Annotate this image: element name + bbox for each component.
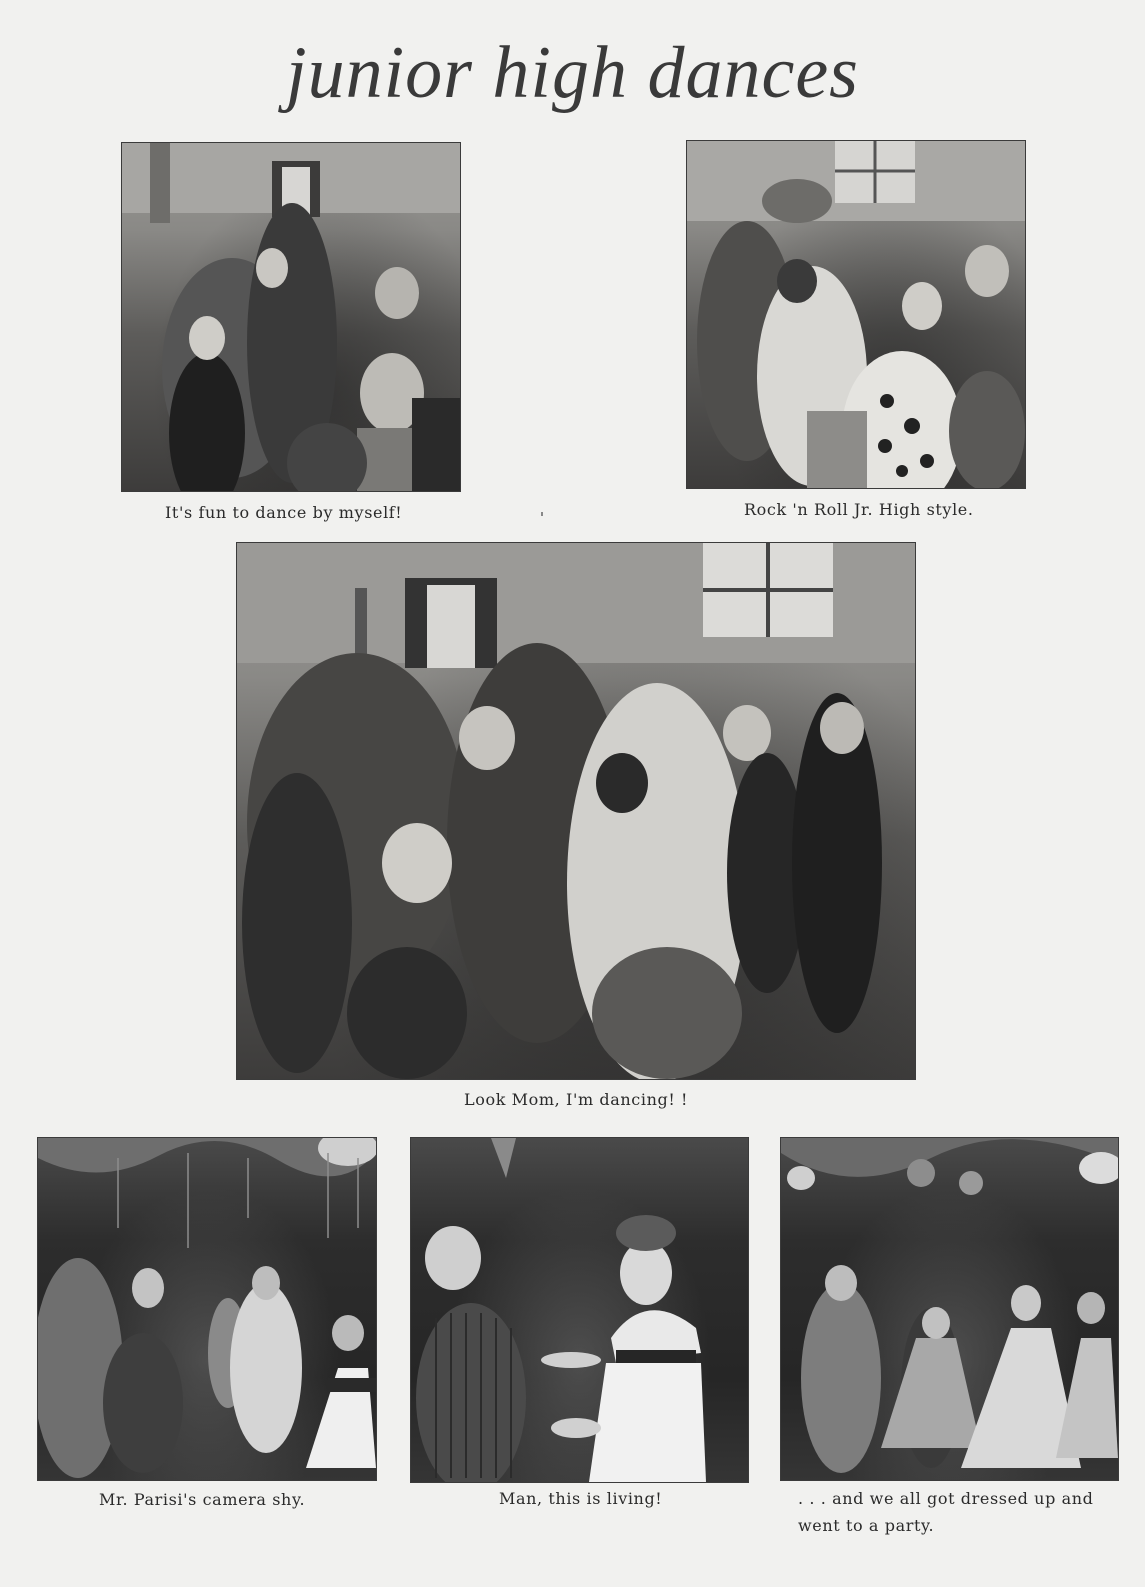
photo-dressed-up-party-image bbox=[781, 1138, 1118, 1480]
photo-look-mom bbox=[236, 542, 916, 1080]
page-speck bbox=[541, 512, 543, 516]
caption-camera-shy: Mr. Parisi's camera shy. bbox=[99, 1490, 306, 1509]
caption-this-is-living: Man, this is living! bbox=[499, 1489, 663, 1508]
photo-dance-by-myself-image bbox=[122, 143, 460, 491]
photo-camera-shy bbox=[37, 1137, 377, 1481]
caption-dressed-up-party: . . . and we all got dressed up and went to a party. bbox=[798, 1489, 1094, 1535]
photo-rock-n-roll bbox=[686, 140, 1026, 489]
photo-rock-n-roll-image bbox=[687, 141, 1025, 488]
photo-camera-shy-image bbox=[38, 1138, 376, 1480]
photo-dance-by-myself bbox=[121, 142, 461, 492]
caption-rock-n-roll: Rock 'n Roll Jr. High style. bbox=[744, 500, 974, 519]
caption-look-mom: Look Mom, I'm dancing! ! bbox=[464, 1090, 689, 1109]
page-title: junior high dances bbox=[286, 32, 859, 114]
photo-this-is-living-image bbox=[411, 1138, 748, 1482]
photo-this-is-living bbox=[410, 1137, 749, 1483]
caption-dance-by-myself: It's fun to dance by myself! bbox=[165, 503, 403, 522]
photo-dressed-up-party bbox=[780, 1137, 1119, 1481]
photo-look-mom-image bbox=[237, 543, 915, 1079]
